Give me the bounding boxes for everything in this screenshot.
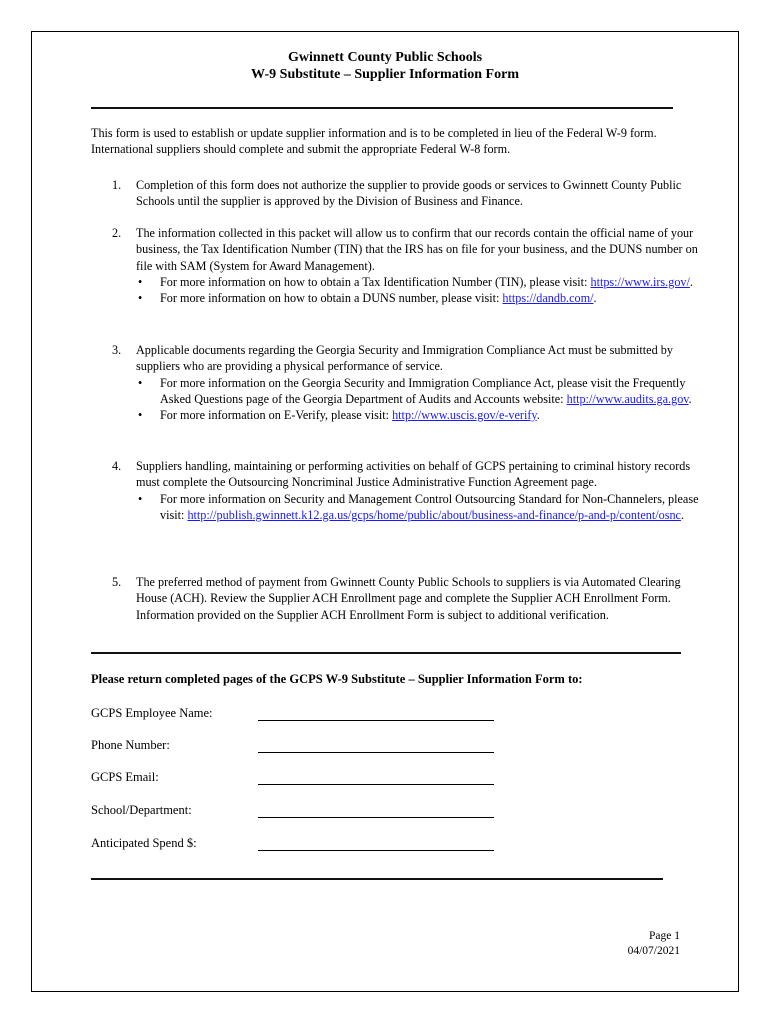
irs-link[interactable]: https://www.irs.gov/ <box>590 274 690 289</box>
phone-number-label: Phone Number: <box>91 738 170 752</box>
gcps-email-field[interactable] <box>258 784 494 785</box>
item-text-4: Suppliers handling, maintaining or performing activities on behalf of GCPS pertaining to criminal history records must complete the Outsourcing Noncriminal Justice Administrative Function Agreement page. <box>136 459 691 490</box>
org-title: Gwinnett County Public Schools <box>287 50 483 65</box>
bullet-icon: • <box>138 291 143 306</box>
revision-date: 04/07/2021 <box>627 945 680 957</box>
item-number-4: 4. <box>112 459 122 473</box>
item-number-3: 3. <box>112 343 122 357</box>
list-item: • For more information on E-Verify, please visit: http://www.uscis.gov/e-verify. <box>138 408 540 423</box>
item-text-5: The preferred method of payment from Gwinnett County Public Schools to suppliers is via Automated Clearing House (ACH). Review the Supplier ACH Enrollment page and complete the Supplier ACH Enrollment Form. Information provided on the Supplier ACH Enrollment Form is subject to additional verification. <box>136 575 681 622</box>
osnc-link[interactable]: http://publish.gwinnett.k12.ga.us/gcps/home/public/about/business-and-finance/p-and-p/content/osnc <box>187 507 681 522</box>
phone-number-field[interactable] <box>258 752 494 753</box>
item-block-2 <box>136 225 712 306</box>
employee-name-label: GCPS Employee Name: <box>91 706 213 720</box>
return-instructions-heading: Please return completed pages of the GCPS W-9 Substitute – Supplier Information Form to: <box>91 672 583 686</box>
document-page <box>31 31 739 992</box>
form-title: W-9 Substitute – Supplier Information Form <box>251 67 519 82</box>
item-text-3: Applicable documents regarding the Georgia Security and Immigration Compliance Act must be submitted by suppliers who are providing a physical performance of service. <box>136 343 673 374</box>
school-department-field[interactable] <box>258 817 494 818</box>
bullet-icon: • <box>138 375 143 390</box>
anticipated-spend-field[interactable] <box>258 850 494 851</box>
list-item: • For more information on Security and Management Control Outsourcing Standard for Non-Channelers, please visit: http://publish.gwinnett.k12.ga.us/gcps/home/public/about/business-and-finance/p-and-p/content/osnc. <box>138 491 699 522</box>
item-number-5: 5. <box>112 575 122 589</box>
intro-paragraph: This form is used to establish or update supplier information and is to be completed in lieu of the Federal W-9 form. International suppliers should complete and submit the appropriate Federal W-8 form. <box>91 126 657 157</box>
item-block-4 <box>136 458 712 523</box>
header-divider <box>91 107 673 109</box>
item-3-bullets <box>136 375 712 424</box>
item-number-1: 1. <box>112 178 122 192</box>
item-text-1: Completion of this form does not authorize the supplier to provide goods or services to Gwinnett County Public Schools until the supplier is approved by the Division of Business and Finance. <box>136 178 682 209</box>
item-number-2: 2. <box>112 226 122 240</box>
everify-link[interactable]: http://www.uscis.gov/e-verify <box>392 408 537 423</box>
employee-name-field[interactable] <box>258 720 494 721</box>
bullet-icon: • <box>138 408 143 423</box>
bullet-icon: • <box>138 491 143 506</box>
footer-divider <box>91 878 663 880</box>
bullet-icon: • <box>138 274 143 289</box>
list-item: • For more information on how to obtain a DUNS number, please visit: https://dandb.com/. <box>138 291 597 306</box>
audits-link[interactable]: http://www.audits.ga.gov <box>566 391 689 406</box>
list-item: • For more information on how to obtain a Tax Identification Number (TIN), please visit: https://www.irs.gov/. <box>138 274 693 289</box>
school-department-label: School/Department: <box>91 803 192 817</box>
anticipated-spend-label: Anticipated Spend $: <box>91 836 197 850</box>
section-divider <box>91 652 681 654</box>
item-text-2: The information collected in this packet will allow us to confirm that our records contain the official name of your business, the Tax Identification Number (TIN) that the IRS has on file for your business, and the DUNS number on file with SAM (System for Award Management). <box>136 226 698 273</box>
list-item: • For more information on the Georgia Security and Immigration Compliance Act, please visit the Frequently Asked Questions page of the Georgia Department of Audits and Accounts website: http://www.audits.ga.gov. <box>138 375 692 406</box>
item-4-bullets <box>136 491 712 524</box>
gcps-email-label: GCPS Email: <box>91 770 159 784</box>
page-number: Page 1 <box>649 930 680 942</box>
dandb-link[interactable]: https://dandb.com/ <box>502 291 594 306</box>
item-block-3 <box>136 342 712 423</box>
item-2-bullets <box>136 274 712 307</box>
